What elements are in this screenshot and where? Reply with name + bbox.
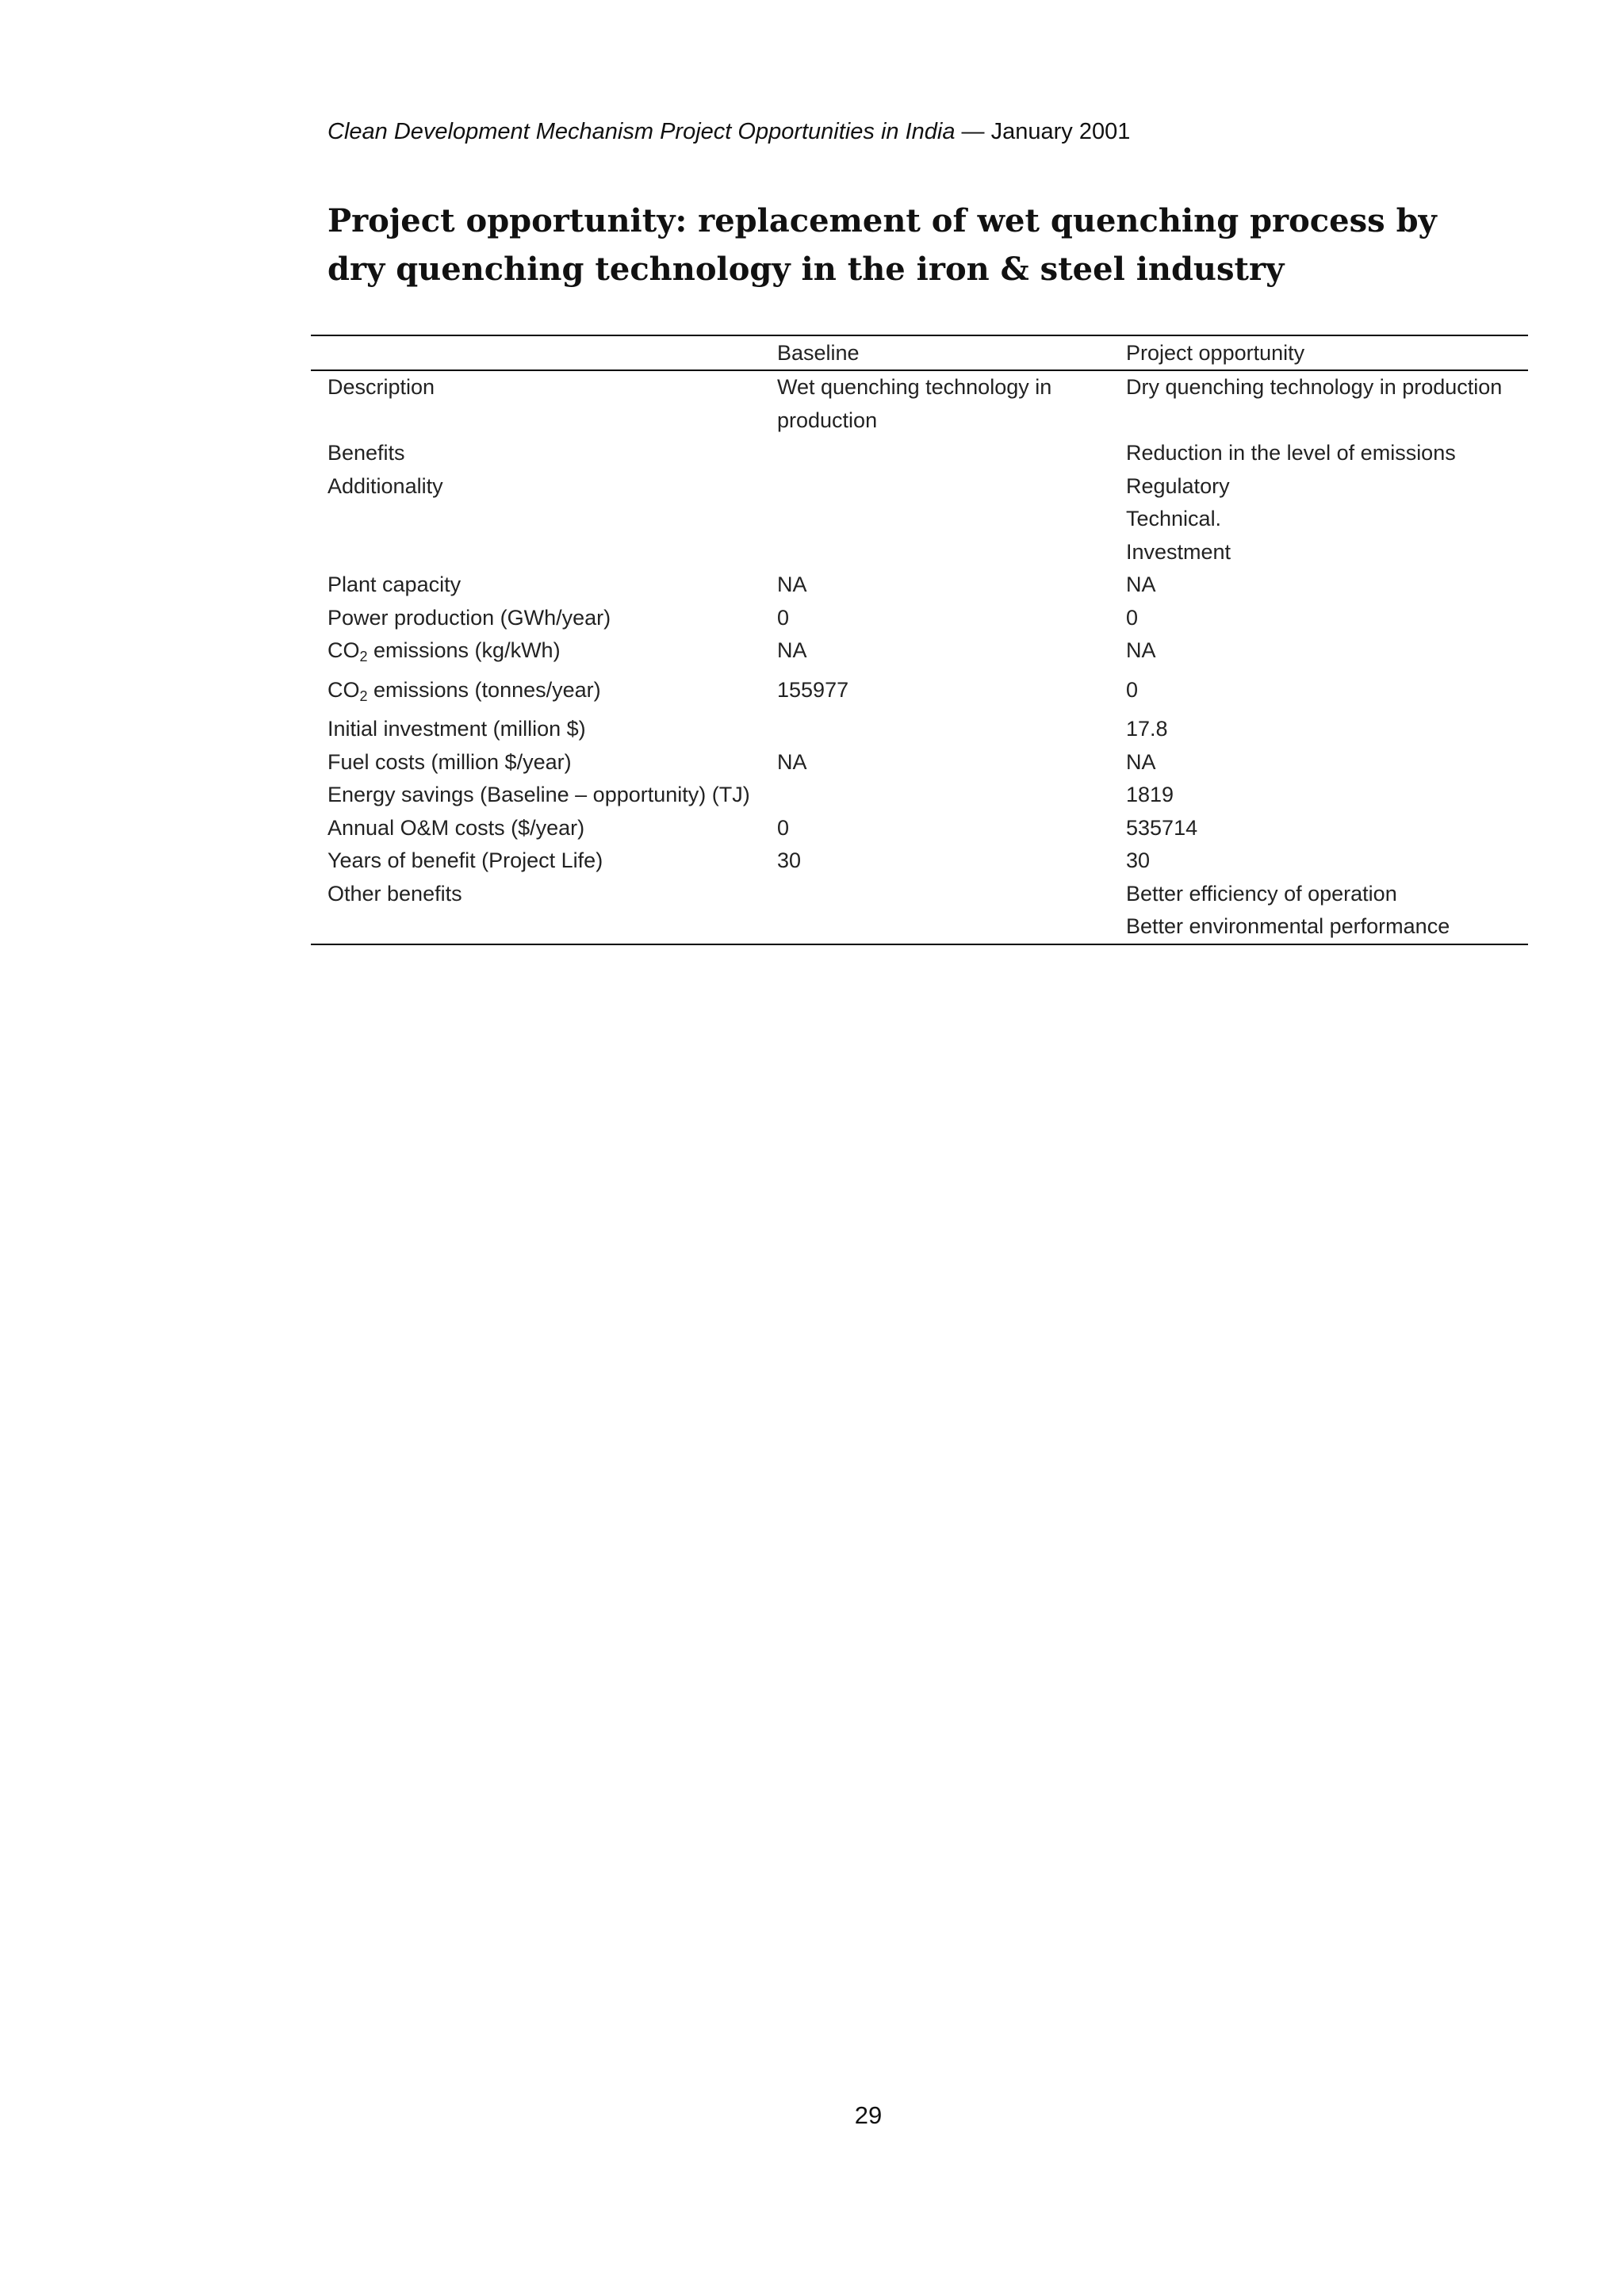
table-row	[311, 779, 1528, 812]
running-header	[327, 117, 1130, 146]
baseline-value	[777, 779, 1126, 812]
opportunity-value: Reduction in the level of emissions	[1126, 441, 1456, 465]
column-header-opportunity: Project opportunity	[1126, 341, 1305, 365]
baseline-value: NA	[777, 749, 807, 774]
table-row	[311, 844, 1528, 878]
column-header-baseline: Baseline	[777, 341, 860, 365]
row-label	[311, 674, 777, 714]
baseline-value	[777, 713, 1126, 746]
table-row	[311, 713, 1528, 746]
baseline-value: 0	[777, 815, 790, 840]
opportunity-value: 17.8	[1126, 717, 1168, 741]
table-row	[311, 878, 1528, 944]
baseline-value	[777, 878, 1126, 944]
opportunity-value: 0	[1126, 677, 1139, 702]
baseline-value	[777, 470, 1126, 569]
baseline-value: NA	[777, 638, 807, 662]
row-label: Fuel costs (million $/year)	[327, 749, 572, 774]
row-label: Energy savings (Baseline – opportunity) (TJ)	[327, 783, 750, 806]
opportunity-value: NA	[1126, 573, 1156, 596]
row-label: Additionality	[327, 473, 443, 498]
baseline-value: 155977	[777, 677, 849, 702]
label-subscript: 2	[359, 687, 368, 704]
table-row	[311, 371, 1528, 437]
opportunity-value: Regulatory Technical. Investment	[1126, 473, 1231, 564]
baseline-value: Wet quenching technology in production	[777, 375, 1052, 432]
table-row	[311, 746, 1528, 779]
baseline-value: 30	[777, 848, 802, 872]
row-label: Description	[327, 375, 435, 399]
project-comparison-table	[311, 335, 1528, 945]
table-row	[311, 812, 1528, 845]
table-row	[311, 674, 1528, 714]
opportunity-value: Better efficiency of operation Better environmental performance	[1126, 881, 1450, 938]
row-label: Initial investment (million $)	[327, 717, 586, 741]
opportunity-value: NA	[1126, 749, 1156, 774]
row-label: Power production (GWh/year)	[327, 605, 611, 630]
opportunity-value: 535714	[1126, 815, 1198, 840]
opportunity-value: 0	[1126, 605, 1139, 630]
table-header-row	[311, 336, 1528, 371]
page-number: 29	[854, 2101, 883, 2129]
baseline-value: 0	[777, 605, 790, 630]
row-label: Annual O&M costs ($/year)	[327, 815, 585, 840]
header-separator: —	[955, 119, 991, 144]
row-label: Benefits	[327, 441, 405, 465]
row-label: Other benefits	[327, 881, 462, 906]
label-suffix: emissions (kg/kWh)	[367, 638, 561, 662]
table-row	[311, 602, 1528, 635]
row-label: Plant capacity	[327, 573, 462, 596]
publication-title: Clean Development Mechanism Project Opportunities in India	[327, 119, 956, 144]
opportunity-value: 1819	[1126, 783, 1174, 806]
baseline-value: NA	[777, 573, 807, 596]
baseline-value	[777, 437, 1126, 470]
label-prefix: CO	[327, 638, 360, 662]
table-row	[311, 634, 1528, 674]
table-row	[311, 569, 1528, 602]
opportunity-value: NA	[1126, 638, 1156, 662]
row-label: Years of benefit (Project Life)	[327, 848, 603, 872]
page-title: Project opportunity: replacement of wet quenching process by dry quenching technology in the iron & steel industry	[327, 202, 1437, 288]
label-subscript: 2	[359, 649, 368, 664]
label-suffix: emissions (tonnes/year)	[367, 677, 601, 702]
opportunity-value: Dry quenching technology in production	[1126, 375, 1503, 399]
row-label	[311, 634, 777, 674]
publication-date: January 2001	[990, 119, 1131, 144]
table-row	[311, 437, 1528, 470]
label-prefix: CO	[327, 677, 360, 702]
column-header-label	[311, 336, 777, 370]
table-row	[311, 470, 1528, 569]
opportunity-value: 30	[1126, 848, 1151, 872]
